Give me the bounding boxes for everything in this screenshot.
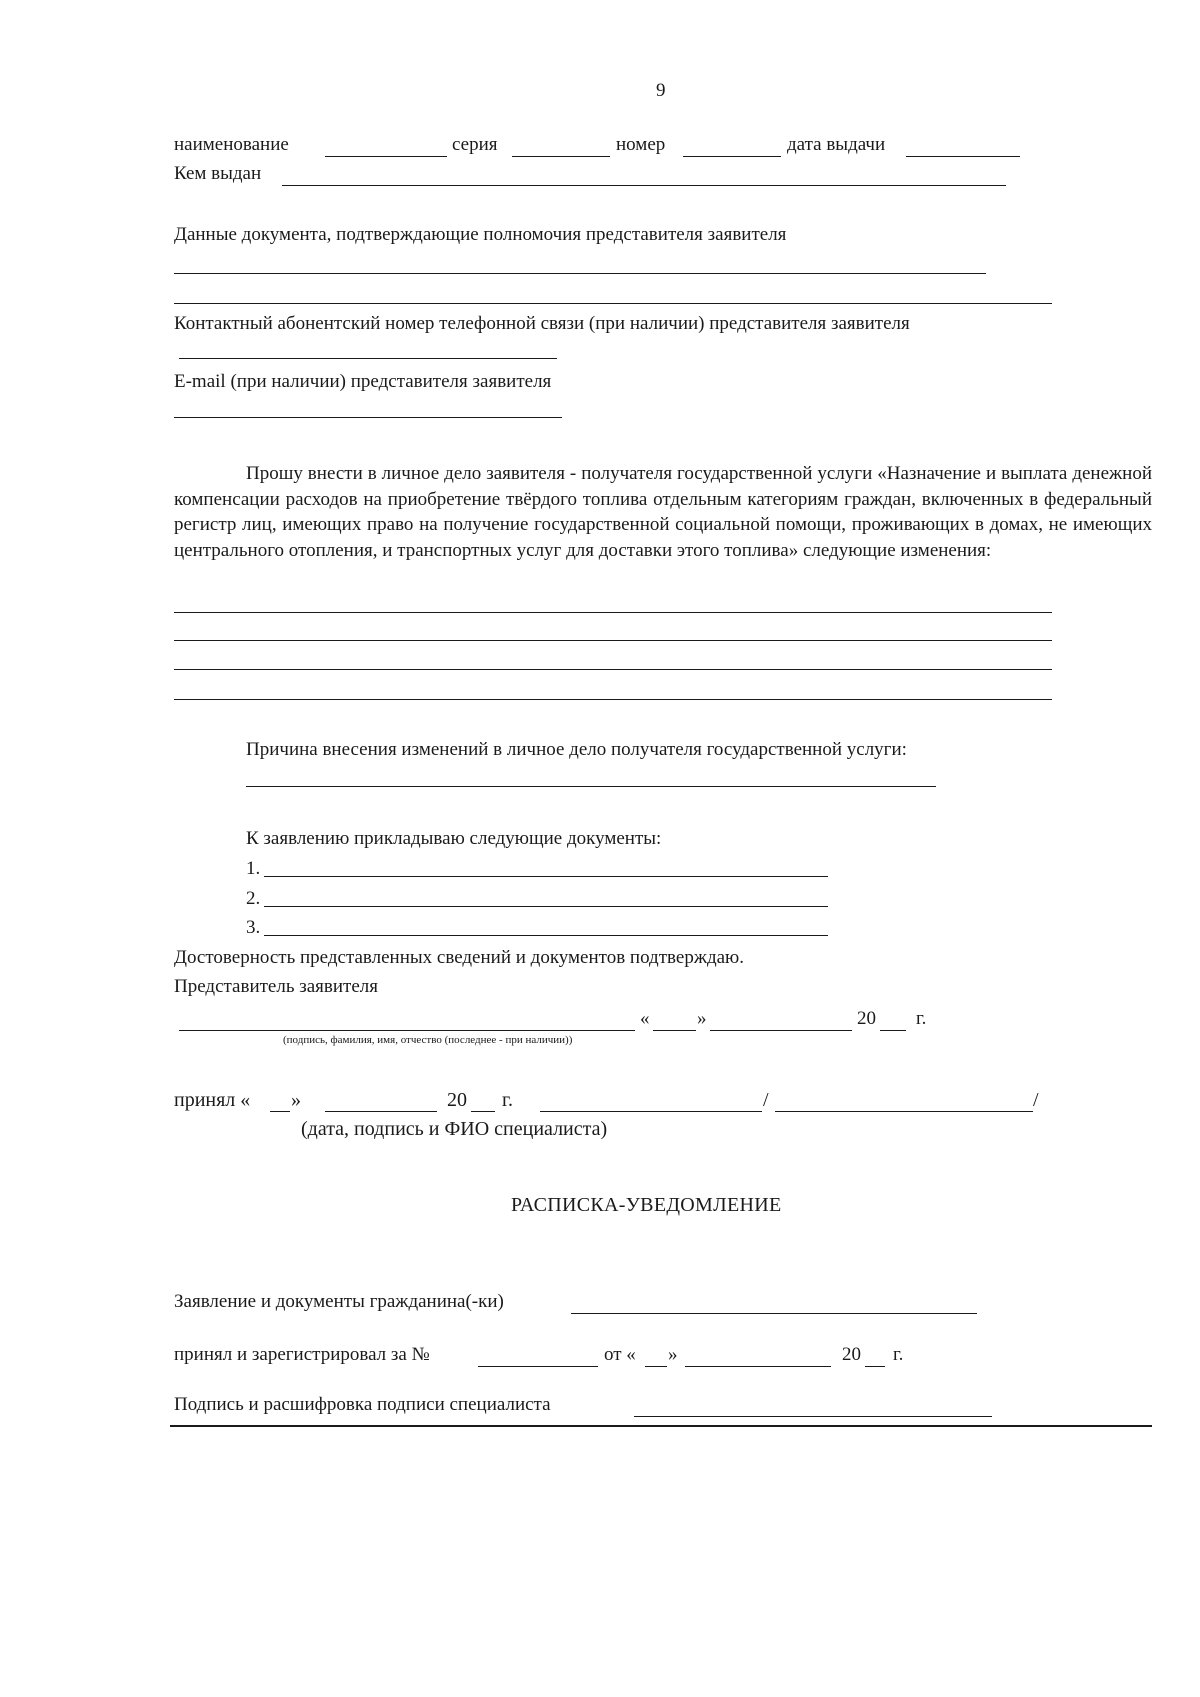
accepted-slash-1: /: [763, 1089, 769, 1111]
receipt-close-quote: »: [668, 1344, 678, 1365]
receipt-day-field[interactable]: [645, 1366, 667, 1367]
accepted-close-quote: »: [291, 1089, 301, 1111]
receipt-citizen-name-field[interactable]: [571, 1313, 977, 1314]
reason-field[interactable]: [246, 786, 936, 787]
accepted-month-field[interactable]: [325, 1111, 437, 1112]
bottom-rule: [170, 1425, 1152, 1427]
issued-by-label: Кем выдан: [174, 163, 262, 184]
issued-by-field[interactable]: [282, 185, 1006, 186]
attachment-field-2[interactable]: [264, 906, 828, 907]
receipt-number-field[interactable]: [478, 1366, 598, 1367]
changes-field-2[interactable]: [174, 640, 1052, 641]
doc-name-label: наименование: [174, 134, 289, 155]
accepted-caption: (дата, подпись и ФИО специалиста): [301, 1118, 608, 1140]
representative-label: Представитель заявителя: [174, 976, 379, 997]
doc-number-field[interactable]: [683, 156, 781, 157]
signature-caption: (подпись, фамилия, имя, отчество (последнее - при наличии)): [283, 1034, 573, 1046]
doc-issue-date-field[interactable]: [906, 156, 1020, 157]
email-field[interactable]: [174, 417, 562, 418]
representative-signature-field[interactable]: [179, 1030, 635, 1031]
signature-year-prefix: 20: [857, 1008, 876, 1029]
representative-doc-label: Данные документа, подтверждающие полномочия представителя заявителя: [174, 224, 787, 245]
signature-month-field[interactable]: [710, 1030, 852, 1031]
doc-number-label: номер: [616, 134, 666, 155]
attachment-number-1: 1.: [246, 858, 261, 879]
accepted-slash-2: /: [1033, 1089, 1039, 1111]
phone-field[interactable]: [179, 358, 557, 359]
reason-label: Причина внесения изменений в личное дело получателя государственной услуги:: [246, 739, 907, 760]
receipt-registered-label: принял и зарегистрировал за №: [174, 1344, 430, 1365]
signature-year-suffix: г.: [916, 1008, 927, 1029]
representative-doc-field-1[interactable]: [174, 273, 986, 274]
changes-field-3[interactable]: [174, 669, 1052, 670]
signature-open-quote: «: [640, 1008, 650, 1029]
attachment-field-3[interactable]: [264, 935, 828, 936]
page-number: 9: [656, 80, 666, 101]
accepted-year-field[interactable]: [471, 1111, 495, 1112]
signature-close-quote: »: [697, 1008, 707, 1029]
receipt-year-field[interactable]: [865, 1366, 885, 1367]
email-label: E-mail (при наличии) представителя заявителя: [174, 371, 552, 392]
receipt-signature-label: Подпись и расшифровка подписи специалиста: [174, 1394, 551, 1415]
changes-field-1[interactable]: [174, 612, 1052, 613]
phone-label: Контактный абонентский номер телефонной связи (при наличии) представителя заявителя: [174, 313, 910, 334]
confirmation-text: Достоверность представленных сведений и документов подтверждаю.: [174, 947, 744, 968]
request-paragraph-text: Прошу внести в личное дело заявителя - получателя государственной услуги «Назначение и выплата денежной компенсации расходов на приобретение твёрдого топлива отдельным категориям граждан, включенных в федеральный регистр лиц, имеющих право на получение государственной социальной помощи, проживающих в домах, не имеющих центрального отопления, и транспортных услуг для доставки этого топлива» следующие изменения:: [174, 463, 1152, 561]
receipt-signature-field[interactable]: [634, 1416, 992, 1417]
accepted-day-field[interactable]: [270, 1111, 290, 1112]
doc-issue-date-label: дата выдачи: [787, 134, 886, 155]
accepted-specialist-name-field[interactable]: [775, 1111, 1033, 1112]
receipt-year-suffix: г.: [893, 1344, 904, 1365]
accepted-year-prefix: 20: [447, 1089, 467, 1111]
receipt-title: РАСПИСКА-УВЕДОМЛЕНИЕ: [511, 1194, 782, 1216]
changes-field-4[interactable]: [174, 699, 1052, 700]
attachment-number-2: 2.: [246, 888, 261, 909]
attachments-label: К заявлению прикладываю следующие документы:: [246, 828, 662, 849]
signature-day-field[interactable]: [653, 1030, 696, 1031]
accepted-prefix: принял «: [174, 1089, 251, 1111]
doc-series-label: серия: [452, 134, 498, 155]
request-paragraph: [174, 461, 1152, 563]
attachment-field-1[interactable]: [264, 876, 828, 877]
accepted-year-suffix: г.: [502, 1089, 513, 1111]
attachment-number-3: 3.: [246, 917, 261, 938]
doc-name-field[interactable]: [325, 156, 447, 157]
doc-series-field[interactable]: [512, 156, 610, 157]
receipt-month-field[interactable]: [685, 1366, 831, 1367]
receipt-citizen-docs-label: Заявление и документы гражданина(-ки): [174, 1291, 504, 1312]
representative-doc-field-2[interactable]: [174, 303, 1052, 304]
receipt-year-prefix: 20: [842, 1344, 861, 1365]
receipt-from-label: от «: [604, 1344, 636, 1365]
accepted-signature-field[interactable]: [540, 1111, 762, 1112]
signature-year-field[interactable]: [880, 1030, 906, 1031]
